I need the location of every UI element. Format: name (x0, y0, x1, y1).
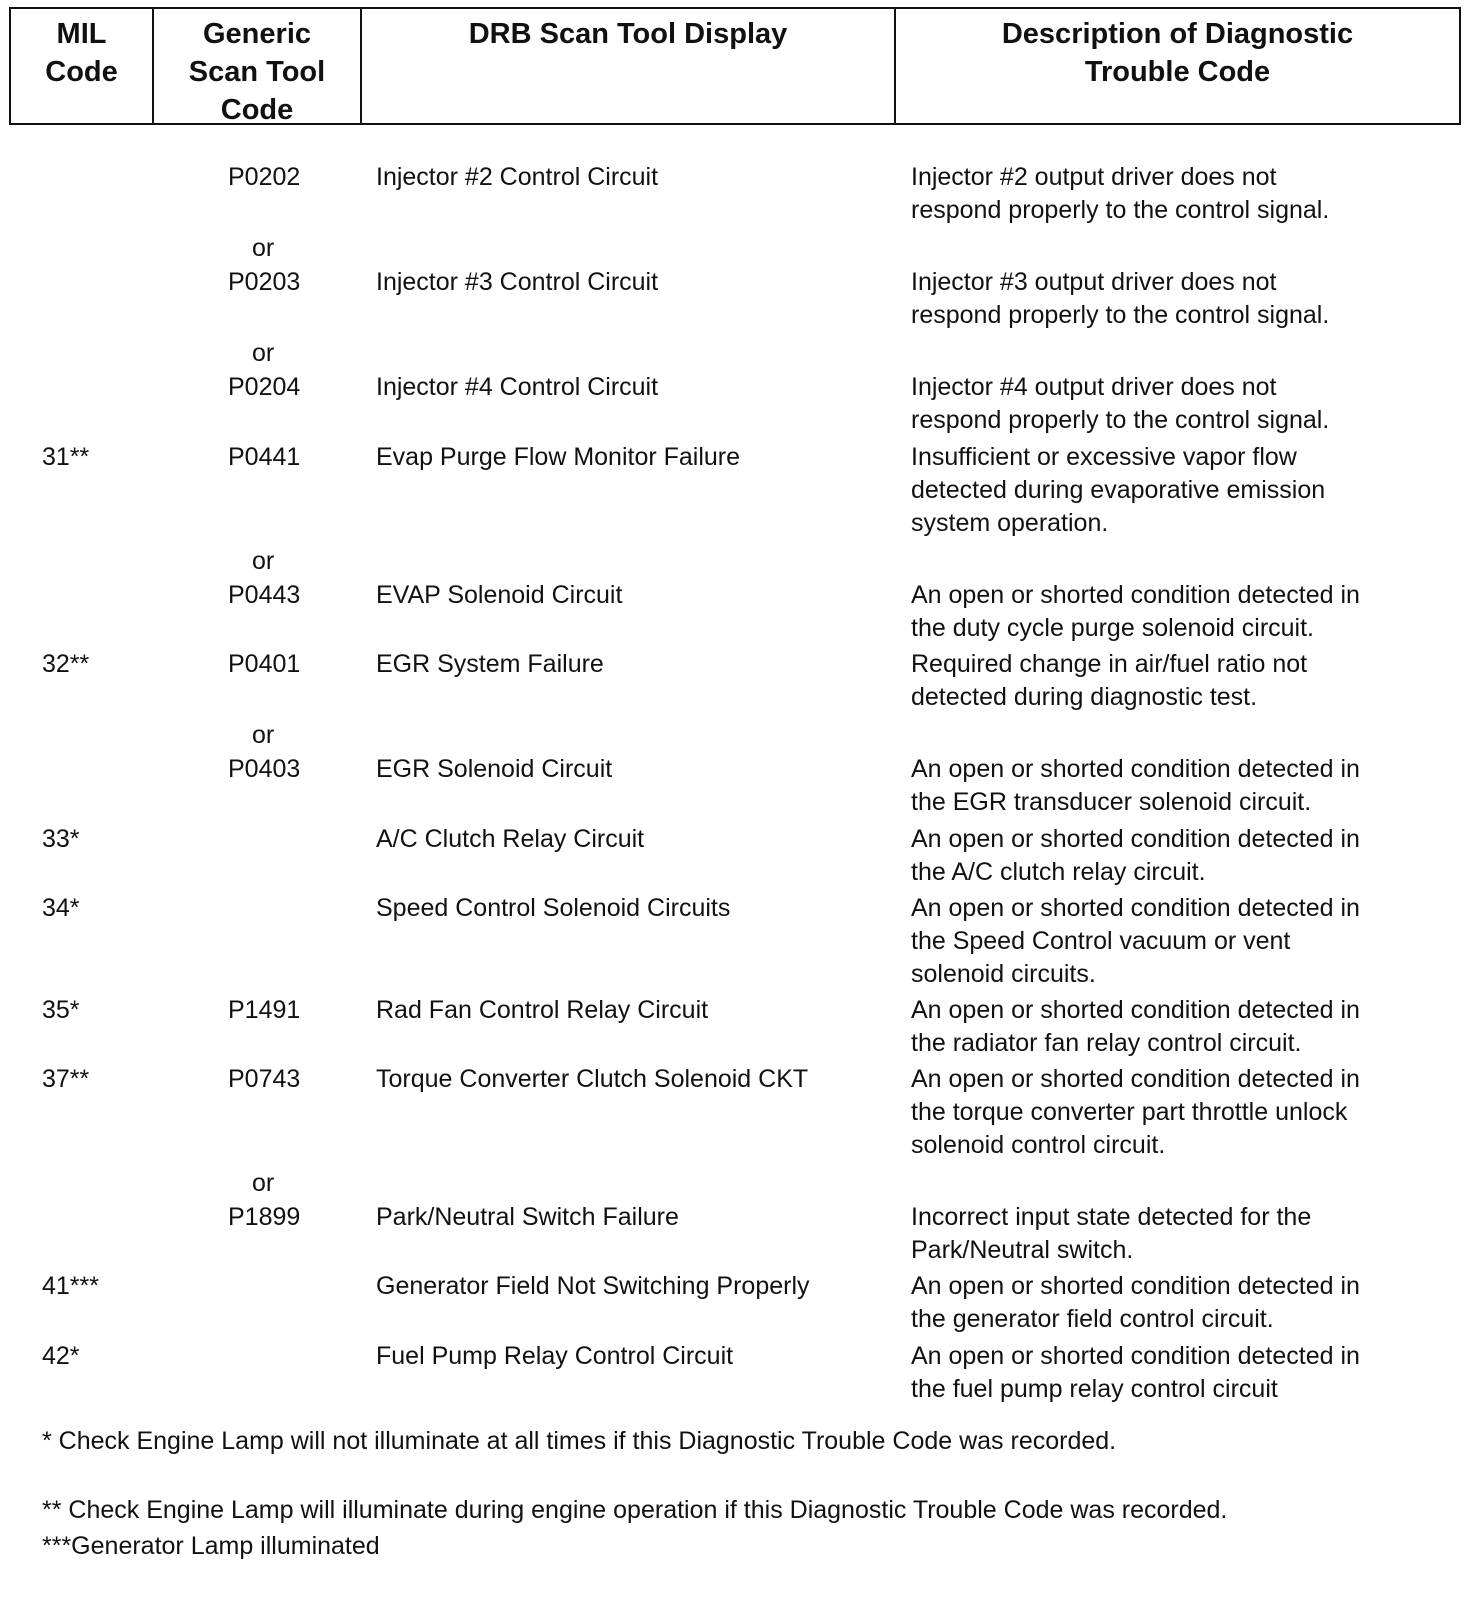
description-line: the torque converter part throttle unlock (911, 1098, 1348, 1126)
description-line: the fuel pump relay control circuit (911, 1375, 1278, 1403)
generic-code: P0403 (228, 755, 301, 783)
description-line: An open or shorted condition detected in (911, 894, 1360, 922)
description-line: Injector #2 output driver does not (911, 163, 1277, 191)
description-line: An open or shorted condition detected in (911, 581, 1360, 609)
drb-display: Evap Purge Flow Monitor Failure (376, 443, 741, 471)
mil-code: 37** (42, 1065, 90, 1093)
description (911, 1340, 1456, 1406)
description-line: Park/Neutral switch. (911, 1236, 1134, 1264)
or-separator: or (252, 339, 275, 367)
or-separator: or (252, 234, 275, 262)
description (911, 441, 1456, 540)
drb-display: Injector #2 Control Circuit (376, 163, 659, 191)
footnote-double-star: ** Check Engine Lamp will illuminate during engine operation if this Diagnostic Trouble Code was recorded. (42, 1496, 1228, 1524)
generic-code: P0203 (228, 268, 301, 296)
description-line: An open or shorted condition detected in (911, 996, 1360, 1024)
description-line: An open or shorted condition detected in (911, 1065, 1360, 1093)
header-text: Scan Tool (188, 56, 326, 88)
header-drb-display (362, 9, 896, 123)
description-line: the EGR transducer solenoid circuit. (911, 788, 1312, 816)
drb-display: Injector #4 Control Circuit (376, 373, 659, 401)
mil-code: 34* (42, 894, 80, 922)
mil-code: 42* (42, 1342, 80, 1370)
description-line: detected during evaporative emission (911, 476, 1326, 504)
header-text: DRB Scan Tool Display (468, 18, 788, 50)
description (911, 892, 1456, 991)
or-separator: or (252, 547, 275, 575)
description (911, 994, 1456, 1060)
description-line: An open or shorted condition detected in (911, 755, 1360, 783)
description-line: the radiator fan relay control circuit. (911, 1029, 1302, 1057)
description (911, 1270, 1456, 1336)
description-line: Injector #4 output driver does not (911, 373, 1277, 401)
mil-code: 33* (42, 825, 80, 853)
description (911, 1201, 1456, 1267)
description-line: system operation. (911, 509, 1109, 537)
description-line: Required change in air/fuel ratio not (911, 650, 1308, 678)
header-generic-code (154, 9, 362, 126)
description-line: Injector #3 output driver does not (911, 268, 1277, 296)
generic-code: P0441 (228, 443, 301, 471)
description-line: respond properly to the control signal. (911, 406, 1330, 434)
description-line: respond properly to the control signal. (911, 301, 1330, 329)
description-line: An open or shorted condition detected in (911, 1272, 1360, 1300)
footnote-triple-star: ***Generator Lamp illuminated (42, 1532, 380, 1560)
description (911, 161, 1456, 227)
description-line: solenoid circuits. (911, 960, 1096, 988)
drb-display: Torque Converter Clutch Solenoid CKT (376, 1065, 809, 1093)
generic-code: P0443 (228, 581, 301, 609)
footnote-single-star: * Check Engine Lamp will not illuminate at all times if this Diagnostic Trouble Code was recorded. (42, 1427, 1117, 1455)
description (911, 753, 1456, 819)
description-line: Incorrect input state detected for the (911, 1203, 1312, 1231)
drb-display: Generator Field Not Switching Properly (376, 1272, 810, 1300)
description-line: the A/C clutch relay circuit. (911, 858, 1206, 886)
mil-code: 35* (42, 996, 80, 1024)
description-line: solenoid control circuit. (911, 1131, 1166, 1159)
drb-display: Fuel Pump Relay Control Circuit (376, 1342, 734, 1370)
description-line: the duty cycle purge solenoid circuit. (911, 614, 1314, 642)
table-header (9, 7, 1461, 125)
description (911, 266, 1456, 332)
header-description (896, 9, 1459, 123)
generic-code: P0743 (228, 1065, 301, 1093)
description-line: Insufficient or excessive vapor flow (911, 443, 1297, 471)
drb-display: EGR Solenoid Circuit (376, 755, 613, 783)
header-text: MIL (56, 18, 107, 50)
or-separator: or (252, 1169, 275, 1197)
header-text: Trouble Code (1084, 56, 1271, 88)
description-line: detected during diagnostic test. (911, 683, 1258, 711)
drb-display: EGR System Failure (376, 650, 604, 678)
description-line: An open or shorted condition detected in (911, 825, 1360, 853)
description (911, 579, 1456, 645)
drb-display: Park/Neutral Switch Failure (376, 1203, 679, 1231)
mil-code: 31** (42, 443, 90, 471)
description (911, 1063, 1456, 1162)
generic-code: P1899 (228, 1203, 301, 1231)
generic-code: P1491 (228, 996, 301, 1024)
description (911, 371, 1456, 437)
drb-display: Speed Control Solenoid Circuits (376, 894, 731, 922)
header-text: Code (45, 56, 118, 88)
header-mil-code (11, 9, 154, 123)
description (911, 648, 1456, 714)
description (911, 823, 1456, 889)
drb-display: A/C Clutch Relay Circuit (376, 825, 645, 853)
mil-code: 41*** (42, 1272, 99, 1300)
mil-code: 32** (42, 650, 90, 678)
drb-display: Injector #3 Control Circuit (376, 268, 659, 296)
description-line: An open or shorted condition detected in (911, 1342, 1360, 1370)
header-text: Description of Diagnostic (1001, 18, 1354, 50)
generic-code: P0204 (228, 373, 301, 401)
drb-display: Rad Fan Control Relay Circuit (376, 996, 709, 1024)
drb-display: EVAP Solenoid Circuit (376, 581, 623, 609)
description-line: respond properly to the control signal. (911, 196, 1330, 224)
generic-code: P0202 (228, 163, 301, 191)
or-separator: or (252, 721, 275, 749)
description-line: the Speed Control vacuum or vent (911, 927, 1291, 955)
generic-code: P0401 (228, 650, 301, 678)
description-line: the generator field control circuit. (911, 1305, 1274, 1333)
header-text: Code (220, 94, 294, 126)
header-text: Generic (203, 18, 311, 50)
